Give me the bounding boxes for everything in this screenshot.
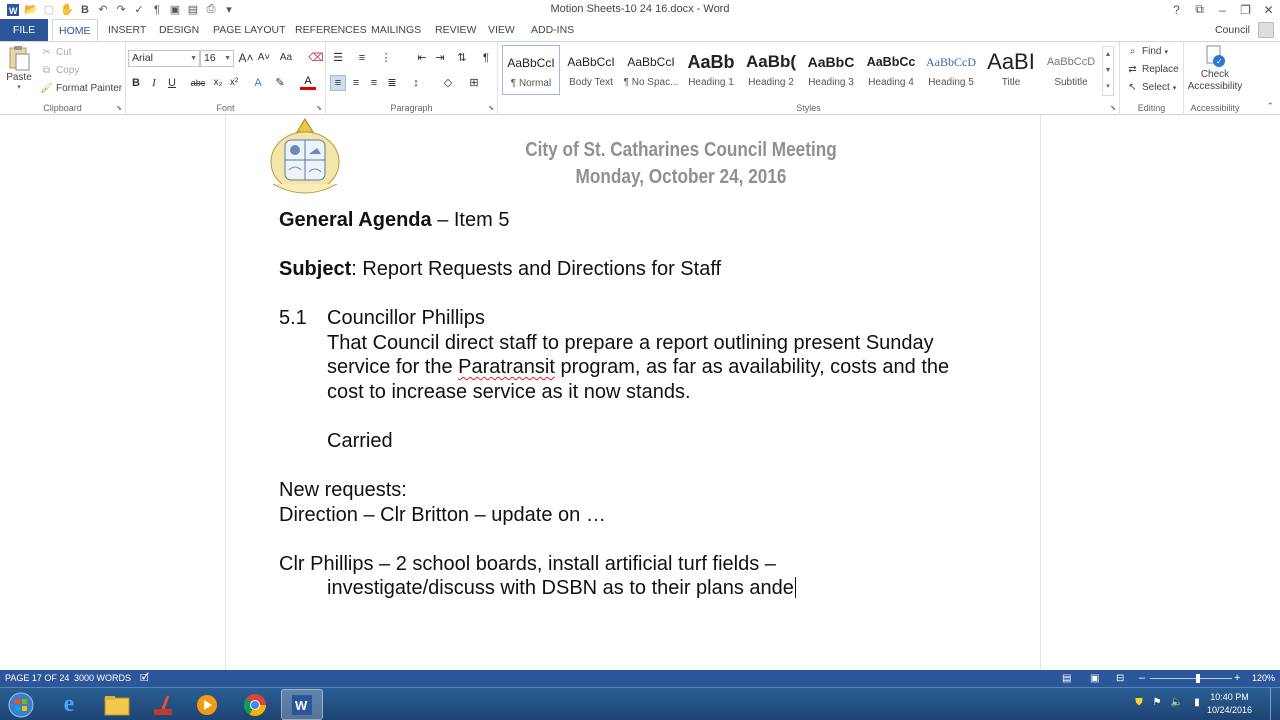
- file-explorer-icon[interactable]: [96, 689, 138, 720]
- restore-icon[interactable]: ❐: [1240, 2, 1251, 17]
- style-name: ¶ No Spac...: [623, 77, 679, 88]
- accessibility-group-label: Accessibility: [1190, 103, 1240, 113]
- svg-text:W: W: [295, 697, 308, 713]
- tab-review[interactable]: REVIEW: [435, 24, 477, 36]
- clock-time: 10:40 PM: [1210, 692, 1249, 702]
- style-heading-2[interactable]: [742, 45, 800, 95]
- quick-print-icon[interactable]: ⎙: [206, 3, 216, 15]
- style-name: Heading 5: [928, 77, 974, 88]
- paste-icon: [6, 44, 32, 72]
- style-preview: AaBbCc: [866, 55, 916, 69]
- tab-insert[interactable]: INSERT: [108, 24, 147, 36]
- replace-label: Replace: [1142, 64, 1179, 75]
- motion-line-1: That Council direct staff to prepare a report outlining present Sunday: [327, 332, 934, 354]
- styles-scroll[interactable]: ▲ ▼ ▾: [1102, 46, 1114, 96]
- justify-icon[interactable]: ≣: [387, 77, 397, 89]
- font-size-select[interactable]: [200, 50, 234, 67]
- tab-home[interactable]: HOME: [52, 19, 98, 42]
- taskbar: [0, 687, 1280, 720]
- font-name-select[interactable]: [128, 50, 200, 67]
- paragraph-group: [326, 42, 498, 115]
- print-preview-icon[interactable]: ▤: [187, 4, 199, 16]
- ribbon-display-icon[interactable]: ⧉: [1195, 2, 1204, 16]
- cut-button[interactable]: [40, 46, 72, 59]
- paste-button[interactable]: [4, 44, 34, 100]
- status-bar: [0, 670, 1280, 687]
- align-center-icon[interactable]: ≡: [352, 77, 360, 89]
- spelling-icon[interactable]: ✓: [134, 4, 144, 16]
- phillips-line-2: [327, 577, 796, 600]
- style-name: ¶ Normal: [510, 78, 552, 89]
- text-caret: [795, 577, 796, 598]
- document-page[interactable]: [225, 115, 1041, 675]
- font-group-label: Font: [216, 103, 235, 113]
- increase-indent-icon[interactable]: ⇥: [435, 52, 445, 64]
- svg-text:W: W: [9, 5, 18, 16]
- agenda-label: General Agenda: [279, 209, 432, 231]
- tab-add-ins[interactable]: ADD-INS: [531, 24, 575, 36]
- document-area[interactable]: [0, 115, 1280, 670]
- style-heading-5[interactable]: [922, 45, 980, 95]
- select-button[interactable]: [1126, 81, 1176, 94]
- tab-mailings[interactable]: MAILINGS: [371, 24, 422, 36]
- header-date: Monday, October 24, 2016: [575, 166, 787, 188]
- header-title: City of St. Catharines Council Meeting: [525, 139, 837, 161]
- customize-qat-icon[interactable]: ▾: [226, 4, 232, 16]
- style-preview: AaBbCcD: [926, 55, 976, 69]
- tab-file[interactable]: FILE: [0, 19, 48, 41]
- style-name: Heading 3: [808, 77, 854, 88]
- styles-group-label: Styles: [796, 103, 821, 113]
- chrome-icon[interactable]: [234, 689, 276, 720]
- style-heading-1[interactable]: [682, 45, 740, 95]
- window-controls: [1165, 0, 1280, 19]
- chevron-down-icon: ▼: [190, 55, 197, 62]
- shading-icon[interactable]: ◇: [443, 77, 453, 89]
- motion-text: service for the: [327, 356, 459, 378]
- action-center-icon[interactable]: ⚑: [1152, 697, 1162, 708]
- paragraph-group-label: Paragraph: [390, 103, 433, 113]
- style-preview: AaBb(: [745, 52, 797, 71]
- style-name: Heading 1: [688, 77, 734, 88]
- web-layout-icon[interactable]: ⊟: [1116, 673, 1125, 684]
- style-preview: AaBbCcD: [1046, 56, 1096, 68]
- chevron-down-icon: ▾: [1164, 48, 1168, 56]
- cut-label: Cut: [56, 47, 72, 58]
- zoom-level[interactable]: 120%: [1252, 673, 1276, 683]
- phillips-line-1: Clr Phillips – 2 school boards, install artificial turf fields –: [279, 553, 776, 575]
- zoom-out-icon[interactable]: –: [1139, 672, 1146, 684]
- clock-date: 10/24/2016: [1206, 705, 1252, 715]
- phillips-text: investigate/discuss with DSBN as to their plans ande: [327, 577, 794, 599]
- redo-icon[interactable]: ↷: [116, 4, 126, 16]
- replace-icon: ⇄: [1128, 64, 1137, 75]
- tab-design[interactable]: DESIGN: [159, 24, 200, 36]
- document-title: Motion Sheets-10 24 16.docx - Word: [550, 3, 730, 15]
- tab-references[interactable]: REFERENCES: [295, 24, 367, 36]
- open-folder-icon[interactable]: 📂: [24, 4, 38, 16]
- style-name: Title: [1001, 77, 1021, 88]
- format-painter-label: Format Painter: [56, 83, 123, 94]
- agenda-line: [279, 209, 509, 232]
- copy-button[interactable]: [40, 64, 79, 77]
- bullets-icon[interactable]: ☰: [333, 52, 343, 64]
- subject-label: Subject: [279, 258, 352, 280]
- text-effects-icon[interactable]: A: [254, 77, 262, 89]
- help-icon[interactable]: ?: [1173, 2, 1180, 17]
- subject-text: : Report Requests and Directions for Staff: [351, 258, 722, 280]
- direction-line: Direction – Clr Britton – update on …: [279, 504, 606, 526]
- minimize-icon[interactable]: –: [1219, 2, 1226, 17]
- word-count[interactable]: 3000 WORDS: [74, 673, 132, 683]
- line-spacing-icon[interactable]: ↕: [413, 77, 419, 89]
- pen-app-icon[interactable]: [142, 689, 184, 720]
- new-doc-icon[interactable]: ▢: [43, 4, 55, 16]
- security-tray-icon[interactable]: ⛊: [1135, 697, 1143, 708]
- page-count[interactable]: PAGE 17 OF 24: [5, 673, 70, 683]
- find-button[interactable]: [1126, 45, 1168, 58]
- zoom-slider[interactable]: [1150, 678, 1232, 679]
- multilevel-list-icon[interactable]: ⋮: [380, 52, 392, 64]
- align-right-icon[interactable]: ≡: [370, 77, 378, 89]
- touch-mode-icon[interactable]: ✋: [60, 4, 74, 16]
- chevron-down-icon: ▼: [224, 55, 231, 62]
- clipboard-launcher-icon[interactable]: ⬊: [116, 105, 122, 112]
- motion-text: program, as far as availability, costs and the: [554, 356, 950, 378]
- style-subtitle[interactable]: [1042, 45, 1100, 95]
- font-group: [126, 42, 326, 115]
- zoom-in-icon[interactable]: +: [1234, 672, 1241, 684]
- styles-launcher-icon[interactable]: ⬊: [1110, 105, 1116, 112]
- numbering-icon[interactable]: ≡: [358, 52, 366, 64]
- sort-icon[interactable]: ⇅: [457, 52, 467, 64]
- close-icon[interactable]: ✕: [1263, 2, 1274, 17]
- find-label: Find: [1142, 46, 1162, 57]
- shrink-font-icon[interactable]: A˅: [257, 52, 271, 63]
- new-requests-heading: New requests:: [279, 479, 407, 501]
- style-name: Body Text: [569, 77, 613, 88]
- word-icon[interactable]: [281, 689, 323, 720]
- ribbon-tabs: [0, 19, 1280, 41]
- start-orb-icon[interactable]: [0, 689, 42, 720]
- save-icon[interactable]: ▣: [169, 4, 181, 16]
- style-preview: AaBb: [687, 52, 735, 72]
- print-layout-icon[interactable]: ▣: [1090, 673, 1100, 684]
- media-player-icon[interactable]: [186, 689, 228, 720]
- style-title[interactable]: [982, 45, 1040, 95]
- zoom-slider-thumb[interactable]: [1196, 674, 1200, 683]
- carried-text: Carried: [327, 430, 393, 452]
- borders-icon[interactable]: ⊞: [469, 77, 479, 89]
- brush-icon: 🖌: [40, 83, 53, 94]
- style-preview: AaBbC: [807, 54, 855, 70]
- paragraph-launcher-icon[interactable]: ⬊: [488, 105, 494, 112]
- replace-button[interactable]: [1126, 63, 1179, 76]
- style-heading-4[interactable]: [862, 45, 920, 95]
- font-color-icon[interactable]: A: [300, 75, 316, 90]
- item-heading: Councillor Phillips: [327, 307, 485, 329]
- align-left-icon[interactable]: ≡: [330, 75, 346, 91]
- tab-page-layout[interactable]: PAGE LAYOUT: [213, 24, 286, 36]
- editing-group: [1120, 42, 1184, 115]
- highlight-icon[interactable]: ✎: [275, 77, 285, 89]
- style-preview: AaBbCcI: [507, 56, 555, 70]
- city-crest-logo: [269, 118, 341, 196]
- styles-group: [498, 42, 1120, 115]
- select-label: Select: [1142, 82, 1170, 93]
- copy-label: Copy: [56, 65, 80, 76]
- italic-button[interactable]: I: [152, 77, 156, 89]
- style-name: Heading 4: [868, 77, 914, 88]
- bold-qat-icon[interactable]: B: [81, 3, 89, 16]
- style-no-spacing[interactable]: [622, 45, 680, 95]
- volume-icon[interactable]: 🔈: [1170, 697, 1184, 708]
- copy-icon: ⧉: [42, 65, 51, 76]
- editing-group-label: Editing: [1137, 103, 1166, 113]
- style-normal[interactable]: [502, 45, 560, 95]
- subject-line: [279, 258, 721, 281]
- clear-formatting-icon[interactable]: ⌫: [308, 52, 324, 64]
- motion-line-2: [327, 356, 949, 379]
- svg-text:✓: ✓: [1216, 57, 1223, 66]
- underline-button[interactable]: U: [168, 77, 176, 89]
- grow-font-icon[interactable]: A˄: [238, 51, 254, 65]
- style-name: Subtitle: [1054, 77, 1088, 88]
- system-clock[interactable]: [1207, 691, 1252, 717]
- check-accessibility-button[interactable]: [1186, 45, 1244, 93]
- font-launcher-icon[interactable]: ⬊: [316, 105, 322, 112]
- motion-line-3: cost to increase service as it now stands.: [327, 381, 691, 403]
- bold-button[interactable]: B: [132, 77, 140, 89]
- style-preview: AaBI: [987, 49, 1035, 74]
- binoculars-icon: ⌕: [1129, 46, 1136, 57]
- accessibility-check-icon: [1204, 45, 1226, 69]
- superscript-button[interactable]: x²: [229, 77, 239, 88]
- title-bar: [0, 0, 1280, 19]
- check-accessibility-label: Check Accessibility: [1187, 69, 1243, 92]
- show-desktop-button[interactable]: [1270, 688, 1280, 720]
- read-mode-icon[interactable]: ▤: [1062, 673, 1072, 684]
- decrease-indent-icon[interactable]: ⇤: [417, 52, 427, 64]
- proofing-icon[interactable]: 🗹: [140, 673, 149, 684]
- strikethrough-button[interactable]: abc: [190, 78, 206, 88]
- show-marks-icon[interactable]: ¶: [483, 52, 489, 64]
- style-name: Heading 2: [748, 77, 794, 88]
- network-icon[interactable]: ▮: [1194, 697, 1200, 708]
- format-painter-button[interactable]: [40, 82, 122, 95]
- clipboard-group: [0, 42, 126, 115]
- ribbon: [0, 41, 1280, 115]
- account-name[interactable]: Council: [1214, 24, 1250, 36]
- font-name-value: Arial: [132, 52, 154, 64]
- accessibility-group: [1184, 42, 1246, 115]
- tab-view[interactable]: VIEW: [488, 24, 515, 36]
- internet-explorer-icon[interactable]: e: [63, 691, 75, 717]
- cursor-icon: ↖: [1128, 82, 1137, 93]
- clipboard-group-label: Clipboard: [43, 103, 82, 113]
- style-preview: AaBbCcI: [627, 55, 675, 69]
- style-body-text[interactable]: [562, 45, 620, 95]
- scissors-icon: ✂: [42, 47, 51, 58]
- item-number: 5.1: [279, 307, 307, 329]
- chevron-down-icon: ▾: [1172, 84, 1177, 92]
- subscript-button[interactable]: x₂: [213, 77, 223, 88]
- agenda-item: – Item 5: [431, 209, 510, 231]
- style-preview: AaBbCcI: [567, 55, 615, 69]
- paragraph-mark-icon[interactable]: ¶: [154, 3, 160, 16]
- paste-label: Paste: [6, 72, 32, 83]
- style-heading-3[interactable]: [802, 45, 860, 95]
- change-case-icon[interactable]: Aa: [279, 52, 293, 63]
- undo-icon[interactable]: ↶: [98, 4, 108, 16]
- font-size-value: 16: [204, 52, 216, 64]
- misspelled-word[interactable]: Paratransit: [458, 356, 555, 378]
- paste-dropdown-icon[interactable]: ▾: [17, 84, 21, 91]
- collapse-ribbon-icon[interactable]: ⌃: [1266, 101, 1274, 111]
- avatar[interactable]: [1258, 22, 1274, 38]
